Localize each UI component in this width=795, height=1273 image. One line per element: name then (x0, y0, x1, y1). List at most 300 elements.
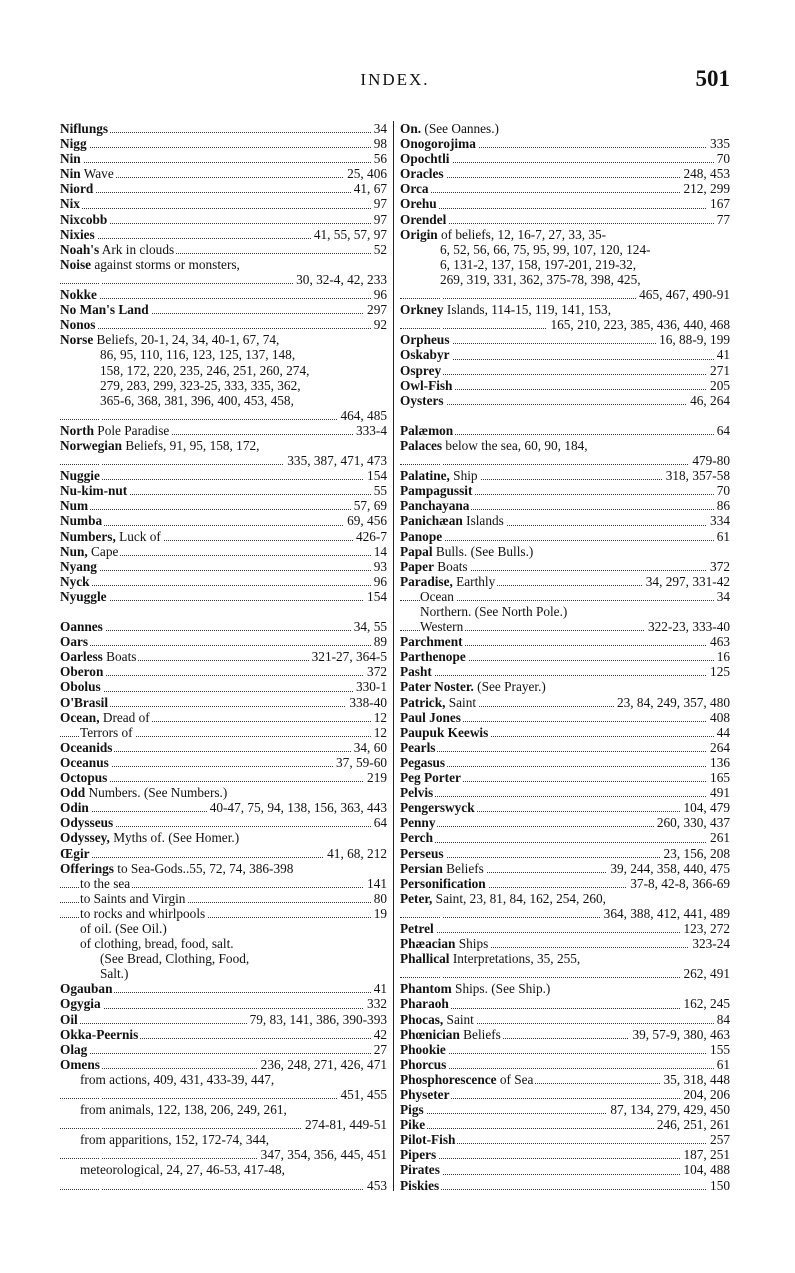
index-entry (400, 1072, 730, 1087)
index-entry (400, 830, 730, 845)
dot-leader (60, 1189, 387, 1190)
entry-term: Onogorojima (400, 136, 476, 152)
entry-term: Omens (60, 1056, 100, 1072)
dot-leader (400, 842, 730, 843)
index-entry (400, 1012, 730, 1027)
entry-pages: 41, 67 (351, 181, 387, 196)
entry-pages: 408 (707, 710, 730, 725)
entry-pages: 84 (714, 1012, 730, 1027)
index-entry (60, 1057, 387, 1072)
index-entry (60, 1162, 387, 1177)
entry-pages: 335, 387, 471, 473 (284, 453, 387, 468)
index-entry (400, 544, 730, 559)
entry-pages: 79, 83, 141, 386, 390-393 (247, 1012, 387, 1027)
entry-term: Pharaoh (400, 996, 449, 1012)
index-entry (60, 468, 387, 483)
dot-leader (60, 675, 387, 676)
index-entry (60, 181, 387, 196)
entry-pages: 260, 330, 437 (654, 815, 730, 830)
dot-leader (60, 479, 387, 480)
entry-term: Pengerswyck (400, 800, 475, 816)
entry-pages: 34 (371, 121, 387, 136)
entry-term: Peg Porter (400, 770, 461, 786)
index-entry (400, 166, 730, 181)
entry-term: Nin Wave (60, 166, 114, 182)
entry-pages: 80 (371, 891, 387, 906)
entry-term: Paper Boats (400, 558, 468, 574)
entry-pages: 154 (364, 589, 387, 604)
index-entry (400, 393, 730, 408)
index-entry (60, 393, 387, 408)
index-entry (400, 378, 730, 393)
dot-leader (60, 570, 387, 571)
entry-term: 86, 95, 110, 116, 123, 125, 137, 148, (100, 347, 296, 363)
index-entry (60, 1012, 387, 1027)
entry-pages: 154 (364, 468, 387, 483)
entry-term: Okka-Peernis (60, 1026, 139, 1042)
index-entry (400, 1147, 730, 1162)
index-entry (400, 755, 730, 770)
page-number: 501 (695, 66, 730, 91)
entry-pages: 264 (707, 740, 730, 755)
entry-term (100, 453, 102, 468)
entry-pages: 61 (714, 1057, 730, 1072)
entry-pages: 332 (364, 996, 387, 1011)
entry-term: Ocean (420, 588, 454, 604)
section-gap (60, 604, 387, 619)
index-entry (60, 876, 387, 891)
entry-pages: 97 (371, 212, 387, 227)
entry-pages: 70 (714, 483, 730, 498)
index-entry (400, 498, 730, 513)
entry-term: Pirates (400, 1162, 440, 1178)
entry-term: Nigg (60, 136, 87, 152)
index-entry (60, 800, 387, 815)
entry-term: Nyck (60, 573, 90, 589)
entry-pages: 30, 32-4, 42, 233 (293, 272, 387, 287)
index-entry (60, 151, 387, 166)
entry-pages: 104, 488 (680, 1162, 730, 1177)
entry-term: Pegasus (400, 754, 446, 770)
entry-pages: 69, 456 (344, 513, 387, 528)
entry-pages: 61 (714, 529, 730, 544)
entry-term: Pilot-Fish (400, 1132, 456, 1148)
entry-term (440, 453, 442, 468)
entry-term: Salt.) (100, 966, 129, 982)
entry-pages: 248, 453 (680, 166, 730, 181)
index-entry (400, 936, 730, 951)
entry-term: Pampagussit (400, 483, 473, 499)
dot-leader (60, 781, 387, 782)
entry-pages: 37-8, 42-8, 366-69 (627, 876, 730, 891)
entry-term: Perseus (400, 845, 444, 861)
entry-term: Terrors of (80, 724, 133, 740)
entry-term: Parthenope (400, 649, 466, 665)
dot-leader (400, 1053, 730, 1054)
index-entry (400, 1027, 730, 1042)
index-entry (400, 363, 730, 378)
entry-term: Pearls (400, 739, 436, 755)
entry-pages: 451, 455 (337, 1087, 387, 1102)
entry-pages: 323-24 (689, 936, 730, 951)
entry-pages: 318, 357-58 (663, 468, 730, 483)
index-entry (400, 287, 730, 302)
index-entry (60, 679, 387, 694)
index-entry (400, 1042, 730, 1057)
index-entry (60, 830, 387, 845)
entry-term: Phorcus (400, 1056, 447, 1072)
entry-term: Panichæan Islands (400, 513, 504, 529)
index-entry (400, 1117, 730, 1132)
entry-term: Nix (60, 196, 80, 212)
index-entry (400, 317, 730, 332)
entry-term: Nin (60, 151, 81, 167)
index-entry (400, 710, 730, 725)
index-entry (60, 891, 387, 906)
entry-term: Odyssey, Myths of. (See Homer.) (60, 830, 240, 846)
entry-pages: 333-4 (353, 423, 387, 438)
index-entry (60, 815, 387, 830)
index-entry (60, 544, 387, 559)
entry-term (440, 317, 442, 332)
entry-pages: 12 (371, 725, 387, 740)
index-entry (60, 1087, 387, 1102)
entry-pages: 297 (364, 302, 387, 317)
entry-term: Obolus (60, 679, 101, 695)
dot-leader (60, 147, 387, 148)
index-entry (400, 272, 730, 287)
entry-term: 6, 131-2, 137, 158, 197-201, 219-32, (440, 256, 637, 272)
index-entry (60, 695, 387, 710)
entry-pages: 27 (371, 1042, 387, 1057)
entry-term: of clothing, bread, food, salt. (80, 936, 234, 952)
index-entry (60, 649, 387, 664)
entry-term: Oberon (60, 664, 104, 680)
entry-term: Peter, Saint, 23, 81, 84, 162, 254, 260, (400, 890, 606, 906)
index-entry (400, 121, 730, 136)
entry-term: Panope (400, 528, 443, 544)
entry-term: 365-6, 368, 381, 396, 400, 453, 458, (100, 392, 294, 408)
index-entry (400, 423, 730, 438)
entry-term: Patrick, Saint (400, 694, 477, 710)
index-entry (400, 136, 730, 151)
entry-term: Orehu (400, 196, 437, 212)
entry-term: Œgir (60, 845, 90, 861)
index-entry (400, 242, 730, 257)
dot-leader (60, 600, 387, 601)
entry-pages: 321-27, 364-5 (309, 649, 387, 664)
index-entry (400, 725, 730, 740)
index-entry (60, 317, 387, 332)
index-entry (400, 212, 730, 227)
entry-term: Ogygia (60, 996, 101, 1012)
index-entry (60, 513, 387, 528)
entry-pages: 70 (714, 151, 730, 166)
index-entry (400, 679, 730, 694)
index-entry (400, 347, 730, 362)
index-entry (60, 438, 387, 453)
index-entry (400, 151, 730, 166)
index-entry (400, 815, 730, 830)
entry-pages: 42 (371, 1027, 387, 1042)
index-entry (60, 1027, 387, 1042)
dot-leader (400, 751, 730, 752)
entry-term (100, 1178, 102, 1193)
index-entry (60, 755, 387, 770)
index-column-left (60, 121, 387, 1193)
entry-term: Phæacian Ships (400, 936, 489, 952)
dot-leader (60, 298, 387, 299)
entry-pages: 463 (707, 634, 730, 649)
entry-pages: 39, 57-9, 380, 463 (629, 1027, 730, 1042)
dot-leader (400, 766, 730, 767)
entry-term: Oracles (400, 166, 444, 182)
index-entry (400, 906, 730, 921)
entry-pages: 479-80 (689, 453, 730, 468)
entry-pages: 322-23, 333-40 (645, 619, 730, 634)
index-entry (400, 951, 730, 966)
entry-term: Nyuggle (60, 588, 107, 604)
index-entry (400, 1162, 730, 1177)
entry-pages: 55 (371, 483, 387, 498)
index-entry (60, 332, 387, 347)
index-entry (400, 695, 730, 710)
entry-term: Piskies (400, 1177, 440, 1193)
entry-pages: 372 (364, 664, 387, 679)
entry-term: Olag (60, 1041, 88, 1057)
index-entry (400, 196, 730, 211)
entry-pages: 465, 467, 490-91 (636, 287, 730, 302)
index-entry (60, 966, 387, 981)
index-entry (400, 529, 730, 544)
entry-term: Offerings to Sea-Gods..55, 72, 74, 386-398 (60, 860, 294, 876)
entry-term (100, 1147, 102, 1162)
index-entry (400, 483, 730, 498)
dot-leader (400, 1068, 730, 1069)
page-header (60, 66, 730, 98)
entry-pages: 155 (707, 1042, 730, 1057)
entry-term: Pigs (400, 1102, 424, 1118)
entry-term: Num (60, 498, 89, 514)
entry-term: Niflungs (60, 121, 109, 136)
index-entry (400, 619, 730, 634)
entry-pages: 23, 84, 249, 357, 480 (614, 695, 730, 710)
entry-term: Oannes (60, 619, 103, 635)
index-entry (400, 664, 730, 679)
entry-term: Pater Noster. (See Prayer.) (400, 679, 546, 695)
entry-term (100, 272, 102, 287)
entry-term: Papal Bulls. (See Bulls.) (400, 543, 534, 559)
entry-pages: 372 (707, 559, 730, 574)
entry-pages: 87, 134, 279, 429, 450 (607, 1102, 730, 1117)
entry-term: 279, 283, 299, 323-25, 333, 335, 362, (100, 377, 301, 393)
entry-term: Octopus (60, 770, 108, 786)
entry-term: Nuggie (60, 468, 100, 484)
entry-term: Phœnician Beliefs (400, 1026, 501, 1042)
dot-leader (60, 585, 387, 586)
entry-pages: 56 (371, 151, 387, 166)
entry-term: Phocas, Saint (400, 1011, 474, 1027)
entry-term: Nonos (60, 317, 96, 333)
index-entry (400, 589, 730, 604)
entry-term: Numbers, Luck of (60, 528, 161, 544)
index-entry (400, 770, 730, 785)
dot-leader (60, 1053, 387, 1054)
entry-pages: 39, 244, 358, 440, 475 (607, 861, 730, 876)
dot-leader (60, 162, 387, 163)
entry-pages: 464, 485 (337, 408, 387, 423)
entry-pages: 96 (371, 574, 387, 589)
entry-pages: 104, 479 (680, 800, 730, 815)
entry-term: Orpheus (400, 332, 450, 348)
index-entry (60, 302, 387, 317)
index-entry (60, 559, 387, 574)
index-entry (400, 438, 730, 453)
index-entry (60, 1178, 387, 1193)
index-entry (60, 725, 387, 740)
index-entry (400, 574, 730, 589)
entry-pages: 34, 60 (351, 740, 387, 755)
entry-term: Opochtli (400, 151, 450, 167)
index-entry (400, 921, 730, 936)
entry-term: Numba (60, 513, 103, 529)
entry-pages: 274-81, 449-51 (302, 1117, 387, 1132)
entry-pages: 219 (364, 770, 387, 785)
entry-term (440, 906, 442, 921)
entry-term: Orca (400, 181, 429, 197)
index-entry (60, 1072, 387, 1087)
entry-term: Origin of beliefs, 12, 16-7, 27, 33, 35- (400, 226, 607, 242)
dot-leader (400, 464, 730, 465)
entry-term: Paupuk Keewis (400, 724, 489, 740)
dot-leader (60, 223, 387, 224)
entry-pages: 16, 88-9, 199 (656, 332, 730, 347)
entry-pages: 262, 491 (680, 966, 730, 981)
index-entry (60, 1147, 387, 1162)
entry-pages: 136 (707, 755, 730, 770)
index-entry (400, 996, 730, 1011)
entry-term: from animals, 122, 138, 206, 249, 261, (80, 1102, 287, 1118)
index-entry (60, 287, 387, 302)
entry-term: Palæmon (400, 422, 454, 438)
dot-leader (400, 540, 730, 541)
index-entry (400, 227, 730, 242)
entry-term: Osprey (400, 362, 442, 378)
index-entry (400, 966, 730, 981)
entry-term: from apparitions, 152, 172-74, 344, (80, 1132, 270, 1148)
entry-term: to the sea (80, 875, 131, 891)
index-entry (400, 468, 730, 483)
index-entry (60, 1117, 387, 1132)
index-entry (400, 981, 730, 996)
index-entry (60, 710, 387, 725)
entry-term: Palatine, Ship (400, 468, 478, 484)
entry-term: Orendel (400, 211, 447, 227)
index-entry (60, 785, 387, 800)
entry-pages: 338-40 (346, 695, 387, 710)
entry-term: Personification (400, 875, 486, 891)
entry-pages: 246, 251, 261 (654, 1117, 730, 1132)
dot-leader (60, 1008, 387, 1009)
index-entry (60, 574, 387, 589)
entry-pages: 98 (371, 136, 387, 151)
index-entry (400, 513, 730, 528)
entry-term: Nun, Cape (60, 543, 119, 559)
entry-term (100, 1087, 102, 1102)
entry-pages: 40-47, 75, 94, 138, 156, 363, 443 (207, 800, 387, 815)
index-entry (60, 936, 387, 951)
index-entry (60, 166, 387, 181)
entry-term: from actions, 409, 431, 433-39, 447, (80, 1071, 275, 1087)
entry-pages: 204, 206 (680, 1087, 730, 1102)
index-column-right (400, 121, 730, 1193)
index-entry (400, 332, 730, 347)
entry-pages: 123, 272 (680, 921, 730, 936)
index-entry (60, 906, 387, 921)
dot-leader (400, 675, 730, 676)
index-entry (60, 453, 387, 468)
index-entry (400, 453, 730, 468)
index-entry (60, 272, 387, 287)
dot-leader (400, 1189, 730, 1190)
dot-leader (60, 525, 387, 526)
index-entry (400, 846, 730, 861)
index-entry (60, 408, 387, 423)
entry-term: 6, 52, 56, 66, 75, 95, 99, 107, 120, 124- (440, 241, 651, 257)
dot-leader (400, 374, 730, 375)
entry-term: Oskabyr (400, 347, 450, 363)
index-entry (60, 1042, 387, 1057)
index-entry (60, 498, 387, 513)
entry-pages: 335 (707, 136, 730, 151)
index-entry (60, 861, 387, 876)
entry-term: Petrel (400, 920, 434, 936)
entry-pages: 64 (714, 423, 730, 438)
entry-pages: 35, 318, 448 (661, 1072, 730, 1087)
dot-leader (60, 630, 387, 631)
entry-term: Phookie (400, 1041, 446, 1057)
index-entry (60, 363, 387, 378)
index-entry (400, 861, 730, 876)
entry-term: Panchayana (400, 498, 470, 514)
entry-pages: 261 (707, 830, 730, 845)
entry-pages: 41, 55, 57, 97 (311, 227, 387, 242)
entry-term: Palaces below the sea, 60, 90, 184, (400, 437, 588, 453)
entry-pages: 57, 69 (351, 498, 387, 513)
index-entry (400, 1178, 730, 1193)
entry-term: 269, 319, 331, 362, 375-78, 398, 425, (440, 271, 641, 287)
entry-term: Noah's Ark in clouds (60, 241, 175, 257)
index-entry (60, 634, 387, 649)
entry-term: Odd Numbers. (See Numbers.) (60, 785, 228, 801)
entry-term: to Saints and Virgin (80, 890, 186, 906)
entry-term (100, 1117, 102, 1132)
entry-pages: 150 (707, 1178, 730, 1193)
entry-pages: 25, 406 (344, 166, 387, 181)
entry-term: Oil (60, 1011, 78, 1027)
entry-pages: 46, 264 (687, 393, 730, 408)
index-entry (400, 740, 730, 755)
entry-term: Physeter (400, 1087, 450, 1102)
dot-leader (60, 691, 387, 692)
index-entry (60, 846, 387, 861)
index-entry (400, 1102, 730, 1117)
entry-pages: 212, 299 (680, 181, 730, 196)
index-entry (60, 770, 387, 785)
entry-term: Ocean, Dread of (60, 709, 150, 725)
entry-pages: 271 (707, 363, 730, 378)
entry-term: Norse Beliefs, 20-1, 24, 34, 40-1, 67, 74, (60, 332, 280, 348)
